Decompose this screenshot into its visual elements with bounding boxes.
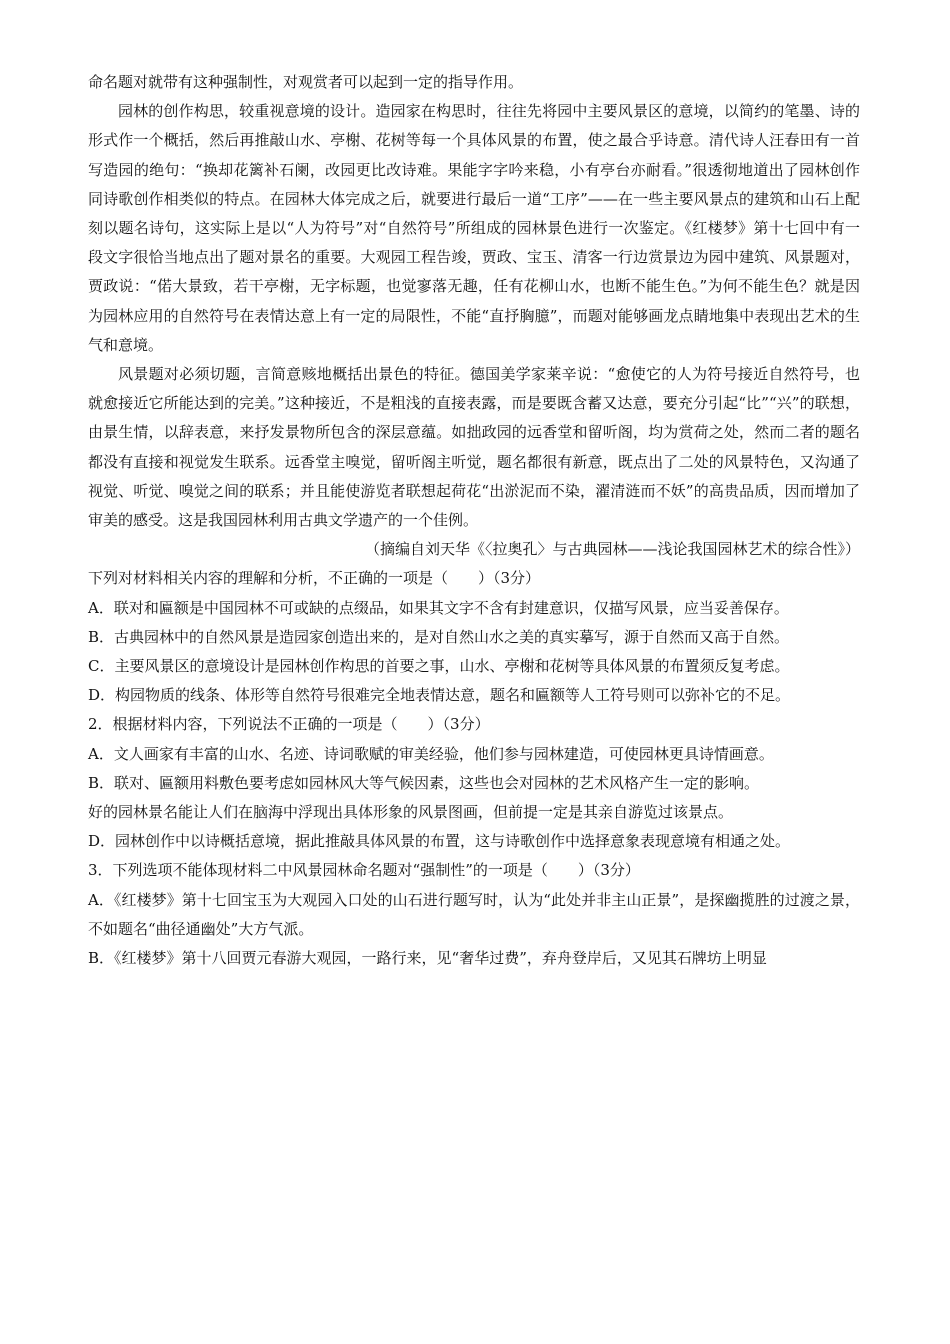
passage-paragraph-1: 园林的创作构思，较重视意境的设计。造园家在构思时，往往先将园中主要风景区的意境，以简约的笔墨、诗的形式作一个概括，然后再推敲山水、亭榭、花树等每一个具体风景的布置，使之最合乎诗意。清代诗人汪春田有一首写造园的绝句：“换却花篱补石阑，改园更比改诗难。果能字字吟来稳，小有亭台亦耐看。”很透彻地道出了园林创作同诗歌创作相类似的特点。在园林大体完成之后，就要进行最后一道“工序”——在一些主要风景点的建筑和山石上配刻以题名诗句，这实际上是以“人为符号”对“自然符号”所组成的园林景色进行一次鉴定。《红楼梦》第十七回中有一段文字很恰当地点出了题对景名的重要。大观园工程告竣，贾政、宝玉、清客一行边赏景边为园中建筑、风景题对，贾政说：“偌大景致，若干亭榭，无字标题，也觉寥落无趣，任有花柳山水，也断不能生色。”为何不能生色？就是因为园林应用的自然符号在表情达意上有一定的局限性，不能“直抒胸臆”，而题对能够画龙点睛地集中表现出艺术的生气和意境。 — [88, 102, 860, 354]
question-1-option-b: B．古典园林中的自然风景是造园家创造出来的，是对自然山水之美的真实摹写，源于自然而又高于自然。 — [88, 627, 790, 646]
question-1-stem: 下列对材料相关内容的理解和分析，不正确的一项是（ ）（3分） — [88, 569, 541, 588]
question-2-option-c: 好的园林景名能让人们在脑海中浮现出具体形象的风景图画，但前提一定是其亲自游览过该景点。 — [88, 803, 734, 822]
question-1-option-d: D．构园物质的线条、体形等自然符号很难完全地表情达意，题名和匾额等人工符号则可以弥补它的不足。 — [88, 686, 791, 705]
question-2-stem: 2．根据材料内容，下列说法不正确的一项是（ ）（3分） — [88, 715, 490, 734]
passage-source: （摘编自刘天华《〈拉奥孔〉与古典园林——浅论我国园林艺术的综合性》） — [364, 540, 860, 559]
passage-paragraph-0: 命名题对就带有这种强制性，对观赏者可以起到一定的指导作用。 — [88, 73, 524, 91]
passage-paragraph-2: 风景题对必须切题，言简意赅地概括出景色的特征。德国美学家莱辛说：“愈使它的人为符号接近自然符号，也就愈接近它所能达到的完美。”这种接近，不是粗浅的直接表露，而是要既含蓄又达意，要充分引起“比”“兴”的联想，由景生情，以辞表意，来抒发景物所包含的深层意蕴。如拙政园的远香堂和留听阁，均为赏荷之处，然而二者的题名都没有直接和视觉发生联系。远香堂主嗅觉，留听阁主听觉，题名都很有新意，既点出了二处的风景特色，又沟通了视觉、听觉、嗅觉之间的联系；并且能使游览者联想起荷花“出淤泥而不染，濯清涟而不妖”的高贵品质，因而增加了审美的感受。这是我国园林利用古典文学遗产的一个佳例。 — [88, 365, 860, 530]
question-2-option-d: D．园林创作中以诗概括意境，据此推敲具体风景的布置，这与诗歌创作中选择意象表现意境有相通之处。 — [88, 832, 791, 851]
question-2-option-b: B．联对、匾额用料敷色要考虑如园林风大等气候因素，这些也会对园林的艺术风格产生一定的影响。 — [88, 773, 760, 792]
question-3-option-a: A．《红楼梦》第十七回宝玉为大观园入口处的山石进行题写时，认为“此处并非主山正景”，是探幽揽胜的过渡之景，不如题名“曲径通幽处”大方气派。 — [88, 890, 860, 938]
question-1-option-a: A．联对和匾额是中国园林不可或缺的点缀品，如果其文字不含有封建意识，仅描写风景，应当妥善保存。 — [88, 598, 789, 617]
document-page — [88, 68, 860, 973]
question-3-option-b: B．《红楼梦》第十八回贾元春游大观园，一路行来，见“奢华过费”，弃舟登岸后，又见其石牌坊上明显 — [88, 949, 767, 968]
question-2-option-a: A．文人画家有丰富的山水、名迹、诗词歌赋的审美经验，他们参与园林建造，可使园林更具诗情画意。 — [88, 744, 774, 763]
question-1-option-c: C．主要风景区的意境设计是园林创作构思的首要之事，山水、亭榭和花树等具体风景的布置须反复考虑。 — [88, 657, 790, 676]
question-3-stem: 3．下列选项不能体现材料二中风景园林命名题对“强制性”的一项是（ ）（3分） — [88, 861, 640, 880]
